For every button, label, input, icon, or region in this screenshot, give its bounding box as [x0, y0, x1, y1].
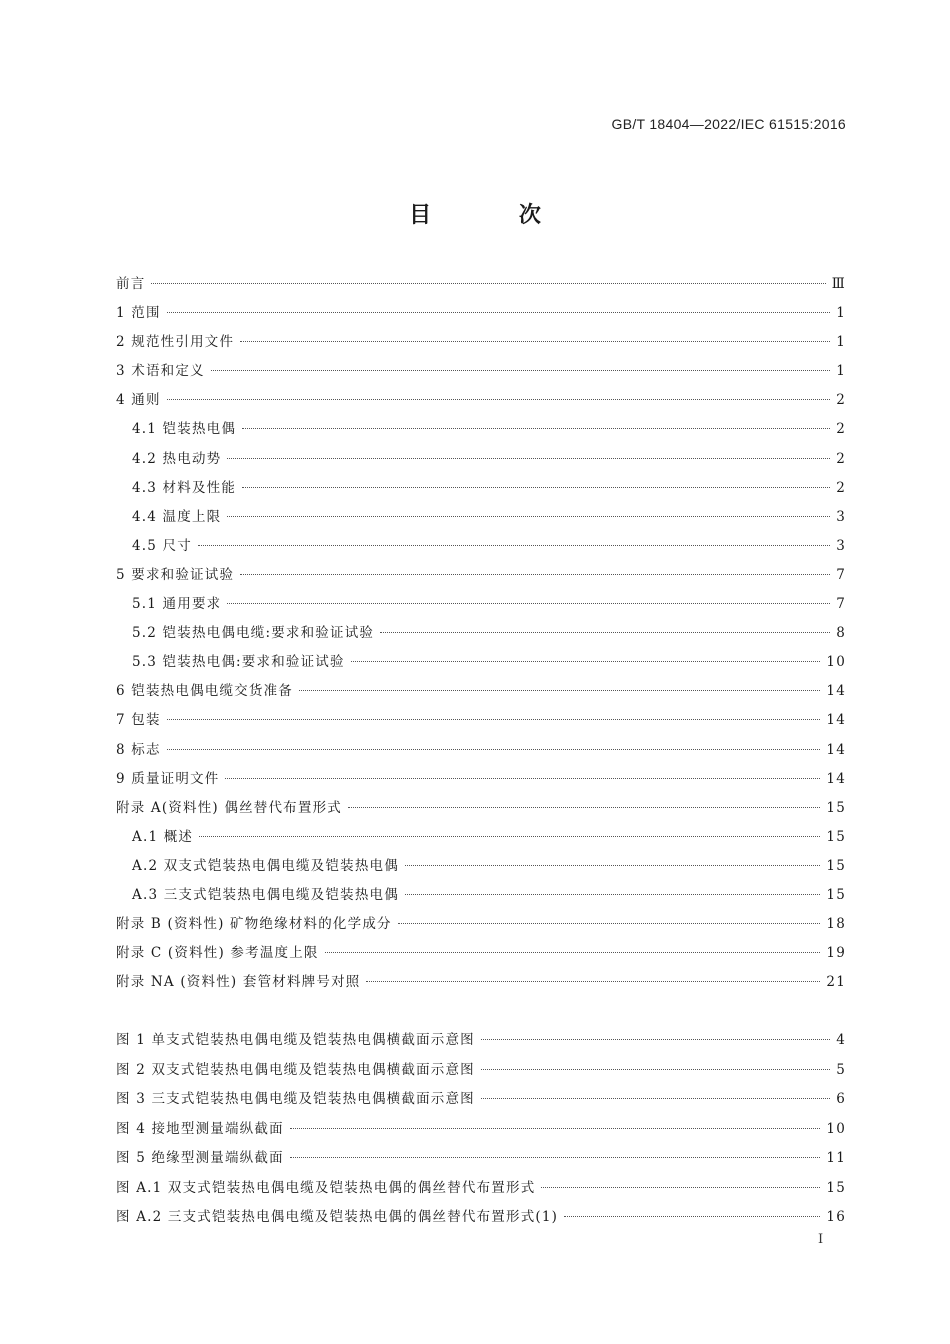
figure-entry-page: 16 — [826, 1209, 846, 1225]
toc-entry-label: A.1 概述 — [132, 828, 194, 845]
dot-leader — [290, 1128, 821, 1129]
dot-leader — [325, 952, 821, 953]
dot-leader — [227, 603, 830, 604]
dot-leader — [227, 516, 830, 517]
toc-entry-label: 3 术语和定义 — [116, 363, 205, 380]
dot-leader — [240, 574, 830, 575]
toc-entry-page: 2 — [836, 479, 846, 496]
toc-entry[interactable] — [116, 738, 846, 767]
figure-entry[interactable] — [116, 1176, 846, 1206]
toc-entry-label: A.3 三支式铠装热电偶电缆及铠装热电偶 — [132, 886, 399, 903]
toc-entry[interactable] — [116, 476, 846, 505]
toc-entry[interactable] — [116, 912, 846, 941]
figure-entry-label: 图 4 接地型测量端纵截面 — [116, 1120, 284, 1137]
toc-entry[interactable] — [116, 447, 846, 476]
figure-entry[interactable] — [116, 1087, 846, 1117]
toc-entry[interactable] — [116, 650, 846, 679]
figure-entry-label: 图 A.1 双支式铠装热电偶电缆及铠装热电偶的偶丝替代布置形式 — [116, 1179, 536, 1196]
dot-leader — [481, 1039, 830, 1040]
figure-entry-page: 10 — [826, 1120, 846, 1137]
toc-entry-page: 1 — [836, 305, 846, 322]
dot-leader — [348, 807, 820, 808]
toc-entry-page: 14 — [826, 770, 846, 787]
toc-entry-label: 5 要求和验证试验 — [116, 566, 235, 583]
toc-entry[interactable] — [116, 534, 846, 563]
toc-entry-label: 5.2 铠装热电偶电缆:要求和验证试验 — [132, 625, 375, 642]
toc-entry[interactable] — [116, 679, 846, 708]
toc-entry-label: 1 范围 — [116, 305, 161, 322]
toc-entry-page: 3 — [836, 537, 846, 554]
toc-entry-page: 3 — [836, 508, 846, 525]
toc-entry-page: 14 — [826, 712, 846, 729]
toc-entry-label: 6 铠装热电偶电缆交货准备 — [116, 683, 293, 700]
toc-entry[interactable] — [116, 767, 846, 796]
toc-entry[interactable] — [116, 708, 846, 737]
dot-leader — [405, 865, 820, 866]
toc-entry-label: 5.3 铠装热电偶:要求和验证试验 — [132, 654, 345, 671]
toc-entry[interactable] — [116, 592, 846, 621]
dot-leader — [225, 778, 820, 779]
figure-entry-page: 4 — [836, 1032, 846, 1048]
figure-entry[interactable] — [116, 1117, 846, 1147]
toc-entry-page: 15 — [826, 886, 846, 903]
dot-leader — [242, 428, 830, 429]
toc-entry-label: 附录 NA (资料性) 套管材料牌号对照 — [116, 974, 361, 991]
dot-leader — [398, 923, 821, 924]
toc-entry-page: 21 — [826, 974, 846, 991]
toc-entry-label: 4.3 材料及性能 — [132, 479, 237, 496]
dot-leader — [227, 458, 830, 459]
toc-entry-page: 7 — [836, 596, 846, 613]
dot-leader — [405, 894, 820, 895]
toc-entry-label: 4 通则 — [116, 392, 161, 409]
toc-entry-label: 7 包装 — [116, 712, 161, 729]
dot-leader — [380, 632, 830, 633]
toc-entry-page: 8 — [836, 625, 846, 642]
table-of-contents — [116, 272, 846, 999]
toc-entry-label: 4.4 温度上限 — [132, 508, 222, 525]
toc-entry-label: 9 质量证明文件 — [116, 770, 220, 787]
toc-entry-page: Ⅲ — [831, 276, 846, 292]
toc-entry-page: 2 — [836, 450, 846, 467]
toc-entry[interactable] — [116, 796, 846, 825]
toc-entry[interactable] — [116, 417, 846, 446]
figure-entry-label: 图 2 双支式铠装热电偶电缆及铠装热电偶横截面示意图 — [116, 1061, 475, 1078]
toc-entry-label: 附录 C (资料性) 参考温度上限 — [116, 945, 319, 962]
toc-entry-page: 1 — [836, 334, 846, 351]
toc-entry[interactable] — [116, 854, 846, 883]
dot-leader — [167, 749, 821, 750]
toc-entry-page: 19 — [826, 945, 846, 962]
figure-entry-page: 5 — [836, 1061, 846, 1078]
toc-entry-label: 附录 A(资料性) 偶丝替代布置形式 — [116, 799, 342, 816]
dot-leader — [211, 370, 830, 371]
toc-entry[interactable] — [116, 330, 846, 359]
toc-entry-page: 18 — [826, 916, 846, 933]
toc-entry[interactable] — [116, 825, 846, 854]
figure-entry-label: 图 3 三支式铠装热电偶电缆及铠装热电偶横截面示意图 — [116, 1091, 475, 1107]
figure-entry[interactable] — [116, 1146, 846, 1176]
toc-entry[interactable] — [116, 563, 846, 592]
toc-entry-label: A.2 双支式铠装热电偶电缆及铠装热电偶 — [132, 857, 399, 874]
toc-entry-label: 2 规范性引用文件 — [116, 334, 235, 351]
figure-entry-label: 图 A.2 三支式铠装热电偶电缆及铠装热电偶的偶丝替代布置形式(1) — [116, 1209, 559, 1225]
toc-entry-page: 10 — [826, 654, 846, 671]
toc-entry[interactable] — [116, 388, 846, 417]
toc-entry[interactable] — [116, 301, 846, 330]
dot-leader — [481, 1069, 830, 1070]
dot-leader — [299, 690, 820, 691]
toc-entry-label: 4.1 铠装热电偶 — [132, 421, 237, 438]
dot-leader — [541, 1187, 820, 1188]
page-title: 目 次 — [409, 203, 581, 228]
toc-entry-page: 2 — [836, 392, 846, 409]
list-of-figures — [116, 1028, 846, 1235]
toc-entry-label: 附录 B (资料性) 矿物绝缘材料的化学成分 — [116, 916, 392, 933]
toc-entry-page: 7 — [836, 566, 846, 583]
toc-entry-page: 1 — [836, 363, 846, 380]
dot-leader — [242, 487, 830, 488]
toc-entry-page: 15 — [826, 799, 846, 816]
dot-leader — [198, 545, 830, 546]
figure-entry-label: 图 5 绝缘型测量端纵截面 — [116, 1150, 284, 1166]
toc-entry-label: 5.1 通用要求 — [132, 596, 222, 613]
toc-entry[interactable] — [116, 359, 846, 388]
toc-entry[interactable] — [116, 941, 846, 970]
toc-entry-label: 8 标志 — [116, 741, 161, 758]
figure-entry-page: 6 — [836, 1091, 846, 1107]
dot-leader — [199, 836, 820, 837]
toc-entry-page: 14 — [826, 683, 846, 700]
dot-leader — [351, 661, 821, 662]
toc-entry-label: 4.2 热电动势 — [132, 450, 222, 467]
toc-entry[interactable] — [116, 970, 846, 999]
dot-leader — [167, 399, 830, 400]
toc-entry[interactable] — [116, 505, 846, 534]
toc-entry[interactable] — [116, 883, 846, 912]
dot-leader — [167, 719, 821, 720]
figure-entry[interactable] — [116, 1058, 846, 1088]
figure-entry[interactable] — [116, 1205, 846, 1235]
toc-entry-page: 15 — [826, 857, 846, 874]
page-number: I — [818, 1232, 824, 1247]
dot-leader — [366, 981, 820, 982]
figure-entry-page: 15 — [826, 1179, 846, 1196]
dot-leader — [290, 1157, 821, 1158]
toc-entry-label: 前言 — [116, 276, 146, 292]
toc-entry-page: 15 — [826, 828, 846, 845]
dot-leader — [151, 283, 825, 284]
figure-entry-label: 图 1 单支式铠装热电偶电缆及铠装热电偶横截面示意图 — [116, 1032, 475, 1048]
dot-leader — [240, 341, 830, 342]
dot-leader — [481, 1098, 830, 1099]
figure-entry-page: 11 — [826, 1150, 846, 1166]
standard-code: GB/T 18404—2022/IEC 61515:2016 — [611, 116, 846, 132]
toc-entry-label: 4.5 尺寸 — [132, 537, 192, 554]
dot-leader — [564, 1216, 820, 1217]
toc-entry[interactable] — [116, 621, 846, 650]
toc-entry-page: 2 — [836, 421, 846, 438]
figure-entry[interactable] — [116, 1028, 846, 1058]
toc-entry-page: 14 — [826, 741, 846, 758]
dot-leader — [167, 312, 830, 313]
toc-entry[interactable] — [116, 272, 846, 301]
